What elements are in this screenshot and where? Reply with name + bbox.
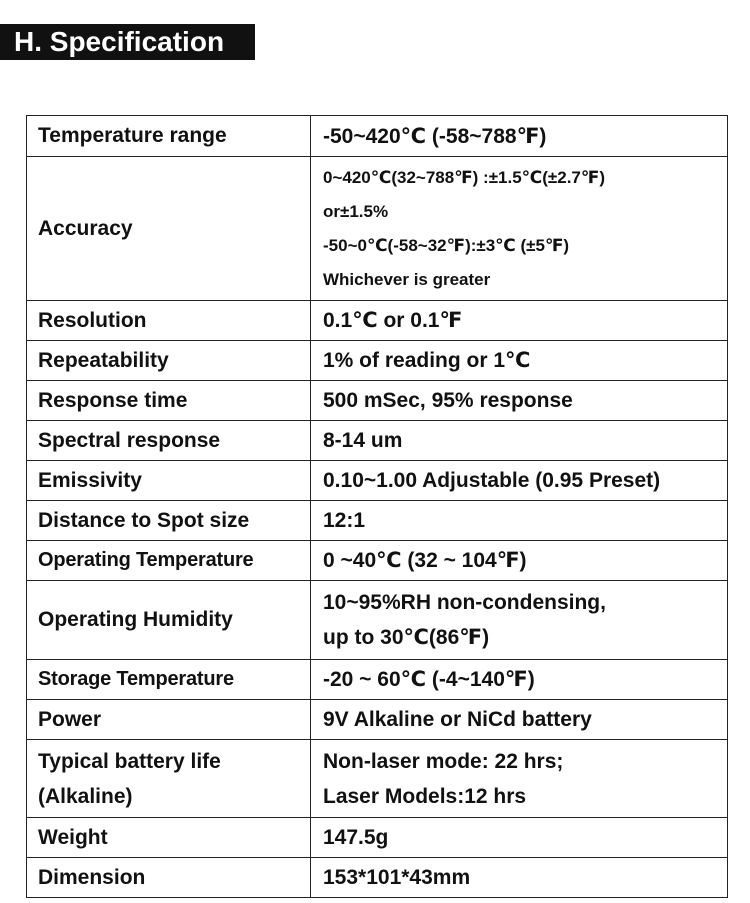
spec-label-typical-battery-life [27,740,311,818]
spec-label-spectral-response: Spectral response [27,421,311,461]
table-row [27,157,728,301]
table-row [27,700,728,740]
spec-value-line: 8-14 um [323,428,403,452]
table-row [27,581,728,660]
table-row [27,501,728,541]
spec-value-line: 1% of reading or 1℃ [323,349,531,372]
spec-value-repeatability [311,341,728,381]
table-row [27,740,728,818]
spec-value-line: 500 mSec, 95% response [323,388,573,412]
spec-value-temperature-range [311,116,728,157]
spec-value-line: Whichever is greater [323,269,491,289]
spec-label-dimension: Dimension [27,858,311,898]
spec-value-distance-to-spot-size [311,501,728,541]
spec-label-line: (Alkaline) [38,784,133,808]
section-title: H. Specification [0,24,255,60]
spec-label-power: Power [27,700,311,740]
table-row [27,341,728,381]
spec-value-line: Non-laser mode: 22 hrs; [323,749,564,773]
spec-label-repeatability: Repeatability [27,341,311,381]
spec-value-line: 0.10~1.00 Adjustable (0.95 Preset) [323,468,661,492]
spec-value-operating-humidity [311,581,728,660]
spec-value-line: -50~420℃ (-58~788℉) [323,124,547,148]
spec-value-line: 153*101*43mm [323,865,471,889]
spec-value-line: 0 ~40℃ (32 ~ 104℉) [323,549,527,572]
table-row [27,301,728,341]
spec-value-typical-battery-life [311,740,728,818]
spec-value-dimension [311,858,728,898]
spec-value-line: 12:1 [323,508,366,532]
table-row [27,421,728,461]
table-row [27,381,728,421]
spec-value-line: -20 ~ 60℃ (-4~140℉) [323,668,535,691]
spec-label-emissivity: Emissivity [27,461,311,501]
spec-label-response-time: Response time [27,381,311,421]
spec-value-operating-temperature [311,541,728,581]
spec-label-temperature-range: Temperature range [27,116,311,157]
spec-value-line: 10~95%RH non-condensing, [323,591,606,614]
spec-label-accuracy: Accuracy [27,157,311,301]
spec-value-weight [311,818,728,858]
table-row [27,818,728,858]
spec-value-spectral-response [311,421,728,461]
spec-value-line: Laser Models:12 hrs [323,784,527,808]
spec-label-operating-temperature: Operating Temperature [27,541,311,581]
spec-value-line: up to 30℃(86℉) [323,626,490,649]
spec-value-line: 147.5g [323,825,389,849]
spec-value-response-time [311,381,728,421]
table-row [27,660,728,700]
spec-value-line: -50~0℃(-58~32℉):±3℃ (±5℉) [323,235,570,255]
spec-label-storage-temperature: Storage Temperature [27,660,311,700]
spec-label-weight: Weight [27,818,311,858]
spec-value-line: 0~420℃(32~788℉) :±1.5℃(±2.7℉) [323,167,606,187]
spec-label-line: Typical battery life [38,749,221,773]
spec-value-line: 9V Alkaline or NiCd battery [323,707,592,731]
spec-value-power [311,700,728,740]
spec-value-resolution [311,301,728,341]
table-row [27,858,728,898]
spec-label-resolution: Resolution [27,301,311,341]
spec-value-accuracy [311,157,728,301]
table-row [27,461,728,501]
spec-label-operating-humidity: Operating Humidity [27,581,311,660]
table-row [27,541,728,581]
spec-value-line: 0.1℃ or 0.1℉ [323,309,463,332]
specification-table [26,115,728,898]
spec-label-distance-to-spot-size: Distance to Spot size [27,501,311,541]
spec-value-emissivity [311,461,728,501]
spec-value-line: or±1.5% [323,201,389,221]
spec-value-storage-temperature [311,660,728,700]
table-row [27,116,728,157]
